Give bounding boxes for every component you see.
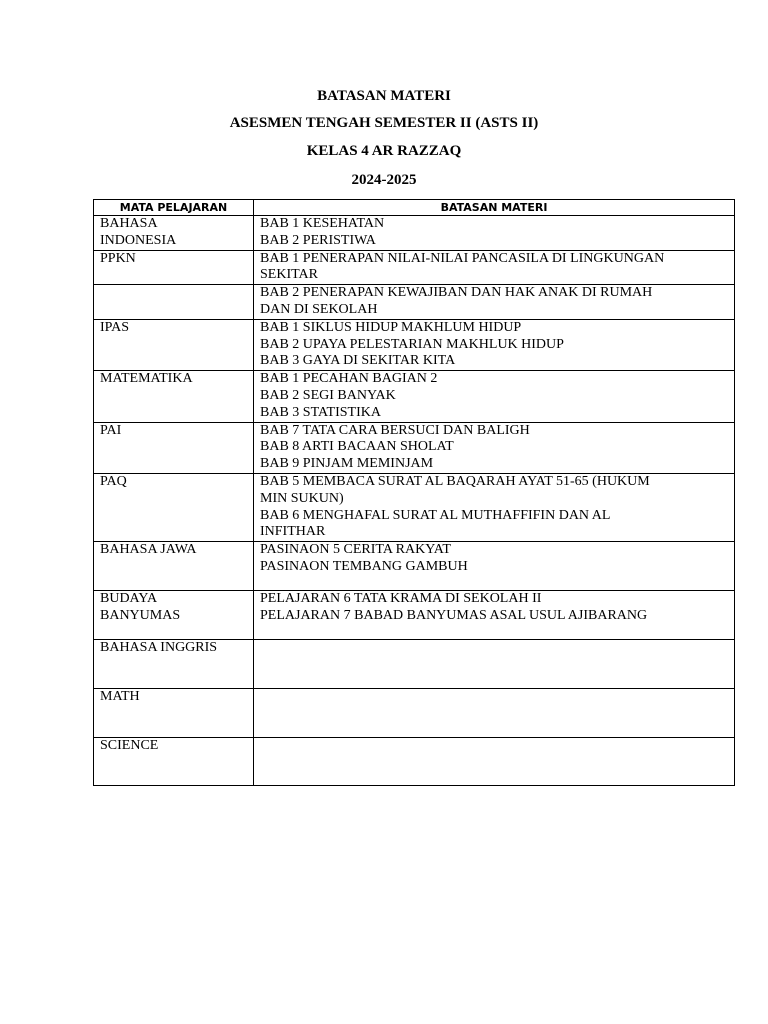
material-cell	[254, 371, 735, 422]
material-cell	[254, 640, 735, 689]
table-row	[94, 640, 735, 689]
column-header-material: BATASAN MATERI	[254, 200, 735, 216]
material-text: PELAJARAN 7 BABAD BANYUMAS ASAL USUL AJIBARANG	[260, 607, 648, 623]
table-row	[94, 542, 735, 591]
material-cell	[254, 542, 735, 591]
material-text: BAB 6 MENGHAFAL SURAT AL MUTHAFFIFIN DAN AL	[260, 507, 611, 523]
subject-text: BAHASA	[100, 216, 158, 231]
table-row	[94, 591, 735, 640]
column-header-subject: MATA PELAJARAN	[94, 200, 254, 216]
subject-cell	[94, 640, 254, 689]
table-row	[94, 250, 735, 285]
subject-cell	[94, 422, 254, 473]
material-text: BAB 3 GAYA DI SEKITAR KITA	[260, 353, 456, 369]
subject-text: INDONESIA	[100, 232, 177, 248]
subject-text: SCIENCE	[100, 738, 159, 754]
subject-text: MATEMATIKA	[100, 371, 193, 387]
subject-cell	[94, 689, 254, 738]
material-scope-table	[93, 199, 735, 786]
table-row	[94, 371, 735, 422]
subject-text: BUDAYA	[100, 591, 158, 607]
table-header-row	[94, 200, 735, 216]
material-cell	[254, 216, 735, 251]
material-text: PELAJARAN 6 TATA KRAMA DI SEKOLAH II	[260, 591, 542, 607]
material-text: BAB 9 PINJAM MEMINJAM	[260, 456, 434, 472]
material-text: BAB 1 SIKLUS HIDUP MAKHLUM HIDUP	[260, 319, 522, 335]
material-text: PASINAON TEMBANG GAMBUH	[260, 558, 468, 574]
academic-year: 2024-2025	[351, 172, 417, 188]
subject-cell	[94, 738, 254, 786]
material-cell	[254, 422, 735, 473]
material-text: BAB 7 TATA CARA BERSUCI DAN BALIGH	[260, 422, 530, 438]
material-cell	[254, 591, 735, 640]
material-cell	[254, 250, 735, 285]
material-text: BAB 2 PENERAPAN KEWAJIBAN DAN HAK ANAK DI RUMAH	[260, 285, 653, 301]
material-text: BAB 2 SEGI BANYAK	[260, 387, 396, 403]
material-cell	[254, 319, 735, 370]
subject-text: BAHASA INGGRIS	[100, 640, 218, 656]
material-cell	[254, 738, 735, 786]
table-row	[94, 216, 735, 251]
material-text: BAB 2 PERISTIWA	[260, 232, 376, 248]
subject-text: BANYUMAS	[100, 607, 181, 623]
table-row	[94, 285, 735, 320]
subject-cell	[94, 250, 254, 285]
subject-text: BAHASA JAWA	[100, 542, 197, 558]
material-text: BAB 3 STATISTIKA	[260, 404, 381, 420]
subject-cell	[94, 473, 254, 541]
material-text: MIN SUKUN)	[260, 490, 344, 506]
subject-cell	[94, 371, 254, 422]
material-cell	[254, 473, 735, 541]
material-text: BAB 2 UPAYA PELESTARIAN MAKHLUK HIDUP	[260, 336, 564, 352]
subject-text: PAQ	[100, 473, 127, 489]
document-subtitle: ASESMEN TENGAH SEMESTER II (ASTS II)	[229, 115, 539, 131]
material-text: BAB 1 PENERAPAN NILAI-NILAI PANCASILA DI LINGKUNGAN	[260, 250, 665, 266]
subject-cell	[94, 542, 254, 591]
material-cell	[254, 285, 735, 320]
table-row	[94, 319, 735, 370]
material-cell	[254, 689, 735, 738]
table-row	[94, 473, 735, 541]
material-text: PASINAON 5 CERITA RAKYAT	[260, 542, 451, 558]
subject-text: PAI	[100, 422, 122, 438]
subject-cell	[94, 591, 254, 640]
table-row	[94, 738, 735, 786]
material-text: DAN DI SEKOLAH	[260, 301, 378, 317]
class-name: KELAS 4 AR RAZZAQ	[306, 143, 462, 159]
table-row	[94, 422, 735, 473]
document-title: BATASAN MATERI	[317, 88, 451, 104]
material-text: BAB 8 ARTI BACAAN SHOLAT	[260, 439, 454, 455]
material-text: INFITHAR	[260, 524, 326, 540]
material-text: BAB 1 KESEHATAN	[260, 216, 385, 231]
material-text: SEKITAR	[260, 267, 318, 283]
subject-text: PPKN	[100, 250, 136, 266]
table-row	[94, 689, 735, 738]
subject-text: IPAS	[100, 319, 130, 335]
subject-cell	[94, 216, 254, 251]
subject-cell	[94, 285, 254, 320]
material-text: BAB 1 PECAHAN BAGIAN 2	[260, 371, 438, 387]
material-text: BAB 5 MEMBACA SURAT AL BAQARAH AYAT 51-65 (HUKUM	[260, 473, 650, 489]
subject-cell	[94, 319, 254, 370]
subject-text: MATH	[100, 689, 140, 705]
